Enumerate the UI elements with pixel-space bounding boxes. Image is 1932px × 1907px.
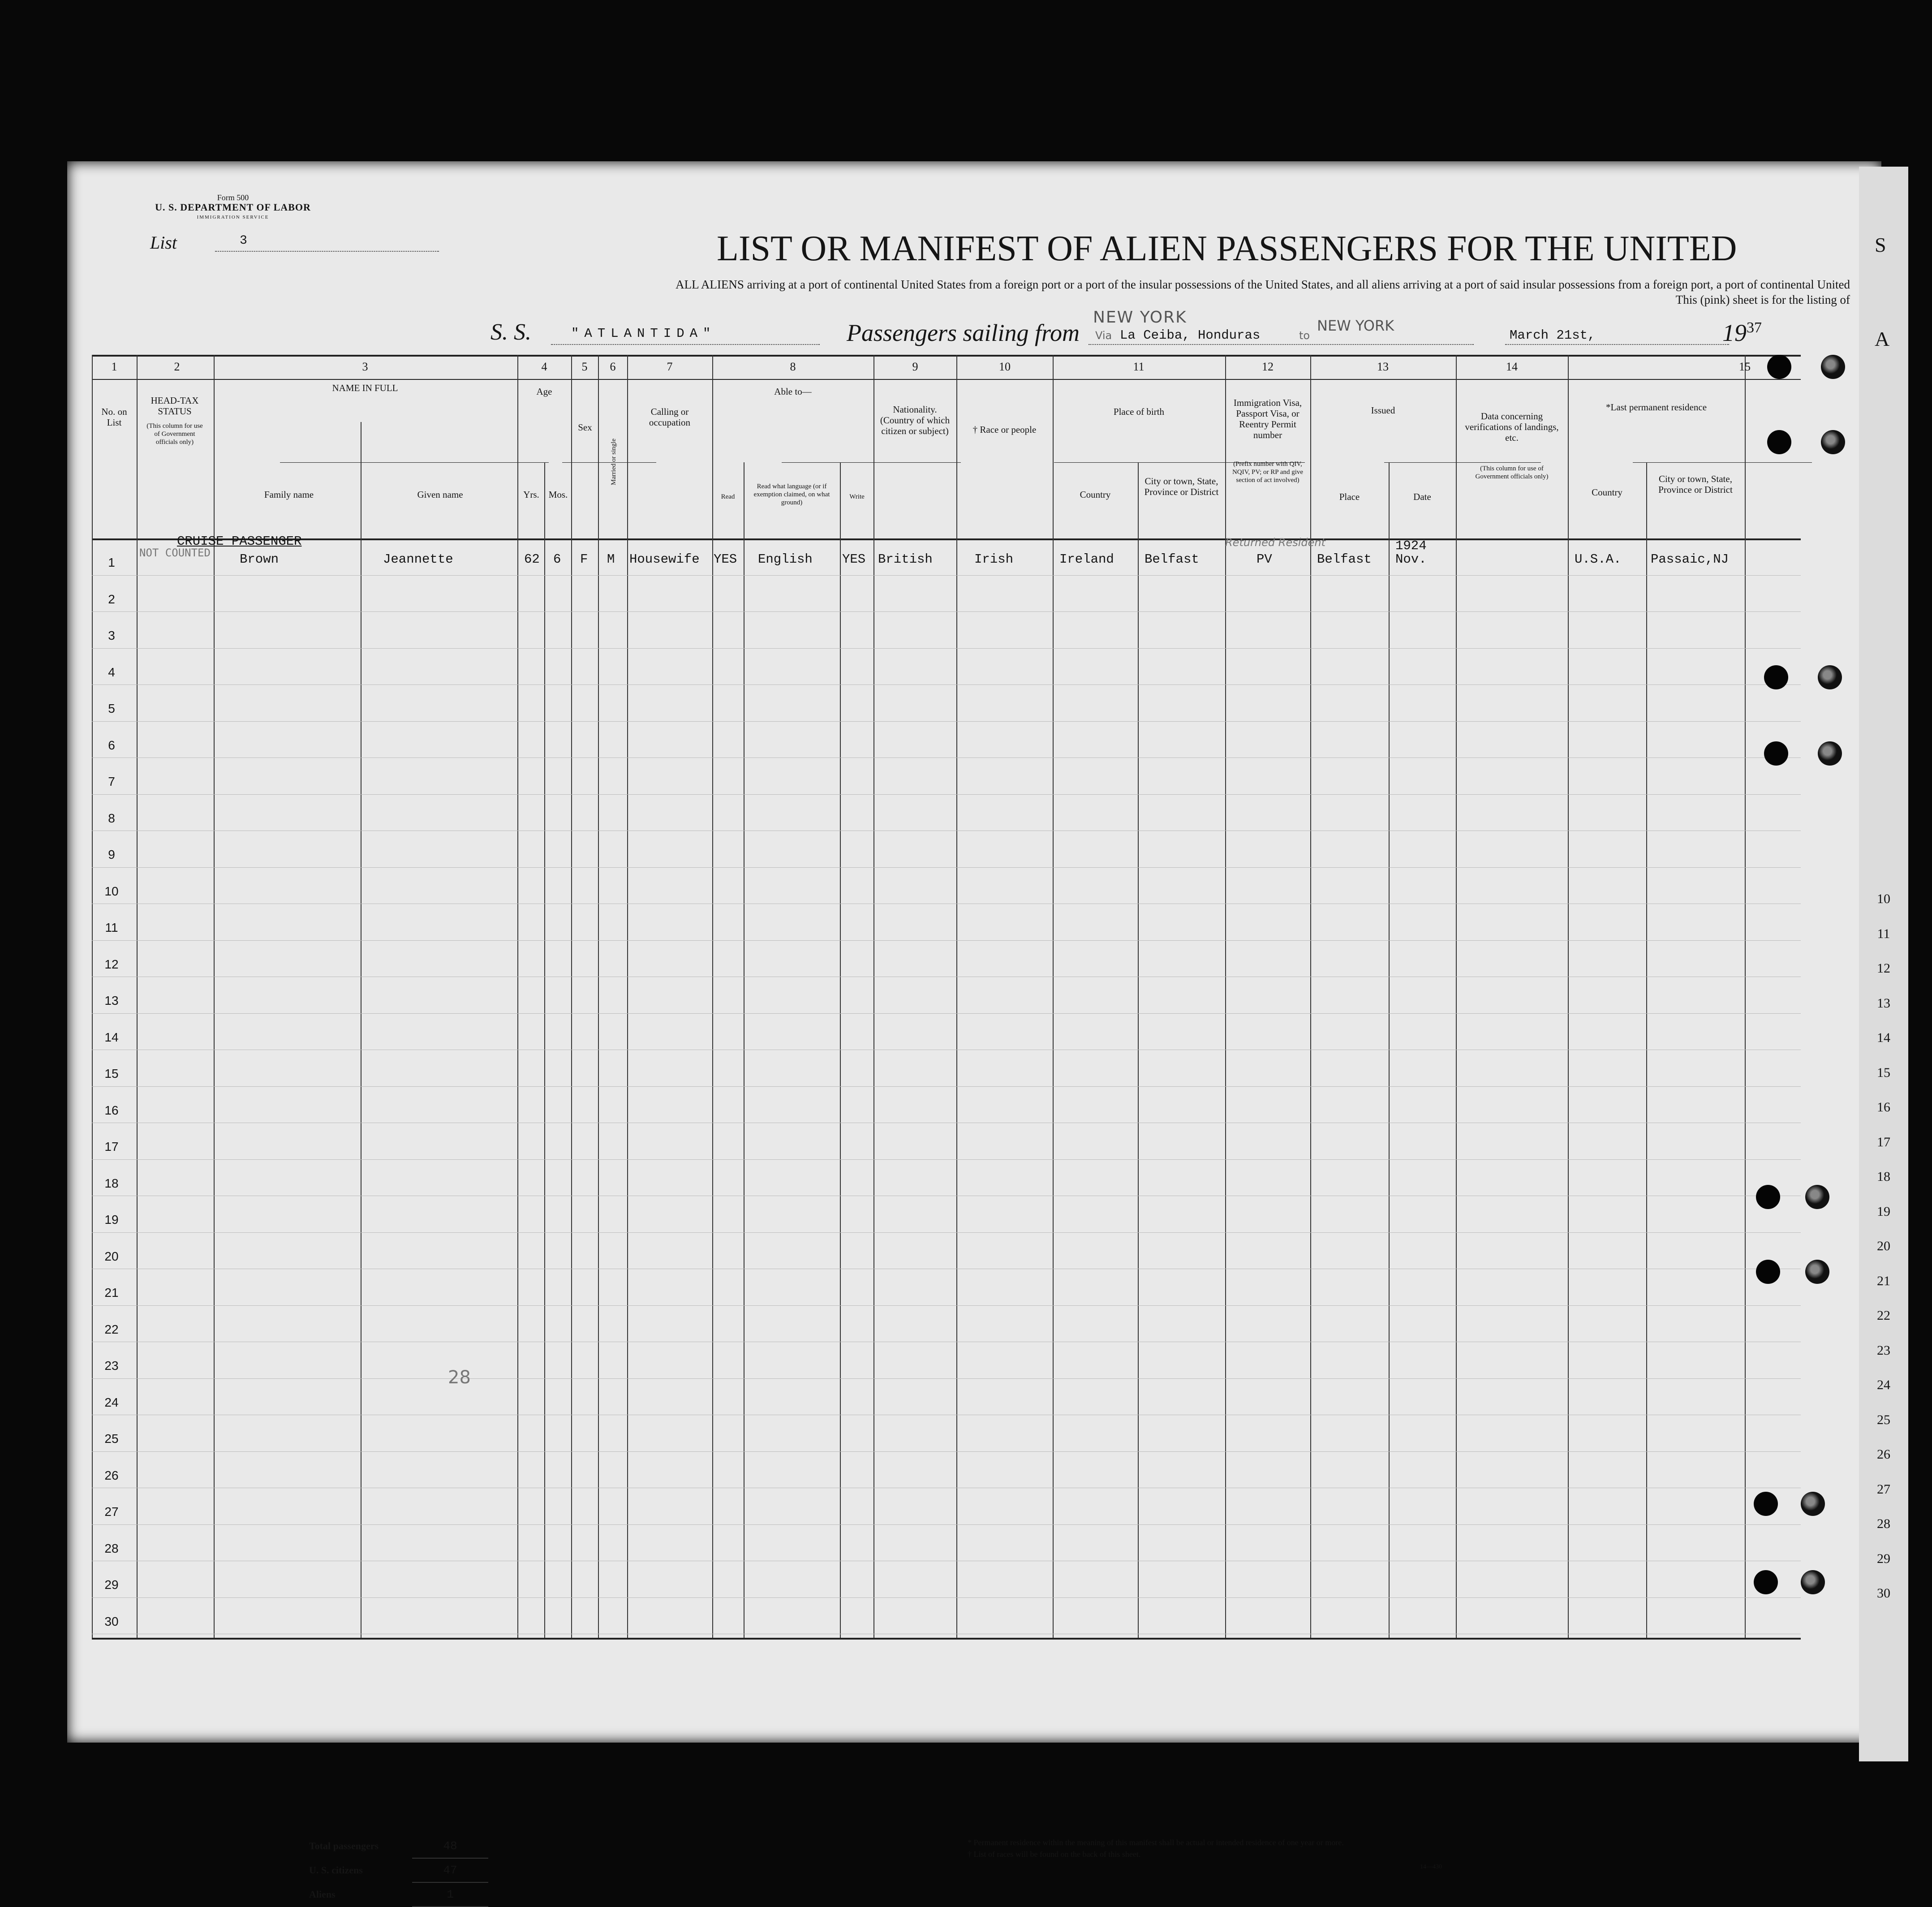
subtitle-line-2: This (pink) sheet is for the listing of <box>1675 293 1850 306</box>
footnotes <box>968 1837 1344 1860</box>
table-bottom-rule <box>92 1638 1801 1640</box>
adjacent-row-number: 12 <box>1877 961 1890 976</box>
departure-port: La Ceiba, Honduras <box>1120 328 1261 343</box>
adjacent-row-number: 22 <box>1877 1308 1890 1323</box>
row-number: 23 <box>104 1359 119 1373</box>
column-number: 5 <box>581 360 588 373</box>
ship-underline <box>551 344 820 345</box>
row-rule <box>92 1378 1801 1379</box>
name-subheader-rule <box>280 462 549 463</box>
header-mos: Mos. <box>548 489 568 500</box>
punch-hole <box>1805 1185 1829 1209</box>
header-no-on-list: No. on List <box>101 406 127 428</box>
row-rule <box>92 1159 1801 1160</box>
column-number-rule <box>92 379 1801 380</box>
punch-hole <box>1821 355 1845 379</box>
year-printed: 19 <box>1722 319 1747 346</box>
header-residence-country: Country <box>1592 487 1622 498</box>
col-line <box>956 355 957 1638</box>
punch-hole <box>1818 665 1842 689</box>
header-head-tax-note: (This column for use of Government officials only) <box>146 422 203 446</box>
col-line <box>1456 355 1457 1638</box>
us-citizens-row <box>309 1859 488 1883</box>
passenger-birth-country: Ireland <box>1059 552 1114 567</box>
header-calling: Calling or occupation <box>649 406 691 428</box>
header-issued: Issued <box>1371 405 1395 416</box>
header-bottom-rule <box>92 538 1801 540</box>
row-number: 13 <box>104 994 119 1007</box>
column-number: 7 <box>667 360 673 373</box>
date-underline <box>1505 344 1729 345</box>
header-given-name: Given name <box>417 489 463 500</box>
column-number: 4 <box>541 360 547 373</box>
row-number: 6 <box>108 738 115 752</box>
header-last-residence: *Last permanent residence <box>1605 402 1707 413</box>
passenger-issued-month: Nov. <box>1395 552 1427 567</box>
service-name: IMMIGRATION SERVICE <box>197 215 269 220</box>
row-number: 11 <box>105 921 118 934</box>
header-issued-date: Date <box>1413 491 1431 502</box>
able-subheader-rule <box>782 462 961 463</box>
port-underline <box>1089 344 1474 345</box>
punch-hole <box>1764 741 1788 766</box>
list-underline <box>215 251 439 252</box>
header-read-language: Read what language (or if exemption claimed, on what ground) <box>753 483 830 506</box>
passenger-residence-country: U.S.A. <box>1575 552 1622 567</box>
ss-label: S. S. <box>491 319 531 345</box>
col-line <box>712 355 713 1638</box>
row-number: 27 <box>104 1505 119 1519</box>
form-header <box>143 193 323 222</box>
ship-name: "ATLANTIDA" <box>571 326 716 341</box>
header-birth-city: City or town, State, Province or District <box>1144 476 1219 497</box>
row-rule <box>92 1086 1801 1087</box>
row-number: 15 <box>104 1067 119 1080</box>
row-number: 3 <box>108 628 115 642</box>
passenger-language: English <box>758 552 813 567</box>
list-label: List <box>150 232 177 253</box>
list-number: 3 <box>240 234 247 248</box>
adjacent-row-number: 30 <box>1877 1586 1890 1601</box>
passenger-family-name: Brown <box>240 552 279 567</box>
col-line <box>1646 462 1647 1638</box>
col-line <box>571 355 572 1638</box>
punch-hole <box>1756 1185 1780 1209</box>
passenger-race: Irish <box>974 552 1014 567</box>
passenger-issued-year: 1924 <box>1395 538 1427 553</box>
punch-hole <box>1754 1492 1778 1516</box>
passenger-married: M <box>607 552 615 567</box>
aliens-label: Aliens <box>309 1889 336 1900</box>
column-number: 10 <box>999 360 1011 373</box>
col-line <box>1053 355 1054 1638</box>
adjacent-row-number: 14 <box>1877 1030 1890 1045</box>
header-issued-place: Place <box>1339 491 1360 502</box>
header-data-note: (This column for use of Government officials only) <box>1475 465 1549 480</box>
adjacent-row-number: 15 <box>1877 1065 1890 1080</box>
manifest-title: LIST OR MANIFEST OF ALIEN PASSENGERS FOR THE UNITED <box>717 229 1737 268</box>
handwritten-via: Via <box>1095 329 1112 342</box>
col-line <box>544 462 545 1638</box>
manifest-table <box>92 355 1801 1638</box>
row-number: 5 <box>108 702 115 715</box>
header-birth-country: Country <box>1080 489 1111 500</box>
column-number: 9 <box>912 360 918 373</box>
column-number: 13 <box>1377 360 1389 373</box>
row-number: 29 <box>104 1578 119 1592</box>
adjacent-row-number: 13 <box>1877 995 1890 1011</box>
punch-hole <box>1754 1570 1778 1594</box>
header-place-of-birth: Place of birth <box>1113 406 1165 417</box>
adjacent-row-number: 29 <box>1877 1551 1890 1566</box>
col-line <box>627 355 628 1638</box>
row-rule <box>92 1597 1801 1598</box>
passenger-note: CRUISE PASSENGER <box>177 534 302 549</box>
header-family-name: Family name <box>264 489 314 500</box>
handwritten-number: 28 <box>448 1367 471 1388</box>
column-number: 2 <box>174 360 180 373</box>
issued-subheader-rule <box>1384 462 1541 463</box>
row-number: 10 <box>104 884 119 898</box>
punch-hole <box>1818 741 1842 766</box>
passenger-age-years: 62 <box>524 552 540 567</box>
us-citizens-label: U. S. citizens <box>309 1864 363 1876</box>
header-nationality: Nationality. (Country of which citizen or subject) <box>880 404 950 436</box>
total-passengers-label: Total passengers <box>309 1840 379 1851</box>
row-number: 28 <box>104 1541 119 1555</box>
row-number: 16 <box>104 1103 119 1117</box>
punch-hole <box>1764 665 1788 689</box>
row-rule <box>92 1451 1801 1452</box>
row-number: 21 <box>104 1286 119 1300</box>
column-number: 1 <box>111 360 117 373</box>
punch-hole <box>1801 1570 1825 1594</box>
row-rule <box>92 611 1801 612</box>
header-age: Age <box>536 386 552 397</box>
sailing-from-label: Passengers sailing from <box>847 319 1080 346</box>
punch-hole <box>1756 1260 1780 1284</box>
punch-hole <box>1767 430 1791 454</box>
year-handwritten: 37 <box>1747 319 1762 336</box>
row-number: 7 <box>108 775 115 788</box>
us-citizens-value: 47 <box>412 1859 488 1883</box>
header-data-concerning: Data concerning verifications of landings, etc. <box>1465 411 1559 443</box>
age-subheader-rule <box>562 462 656 463</box>
adjacent-row-number: 20 <box>1877 1239 1890 1253</box>
footnote-residence: * Permanent residence within the meaning of this manifest shall be actual or intended residence of one year or more. <box>968 1838 1344 1847</box>
manifest-subtitle <box>394 277 1850 307</box>
col-line <box>598 355 599 1638</box>
header-read: Read <box>721 493 735 500</box>
passenger-given-name: Jeannette <box>383 552 453 567</box>
column-number: 6 <box>610 360 616 373</box>
adjacent-row-number: 28 <box>1877 1516 1890 1531</box>
total-passengers-row <box>309 1834 488 1859</box>
form-number: Form 500 <box>217 193 249 202</box>
aliens-row <box>309 1883 488 1907</box>
column-number: 12 <box>1262 360 1274 373</box>
col-line <box>92 355 93 1638</box>
table-top-rule <box>92 355 1801 357</box>
row-number: 20 <box>104 1249 119 1263</box>
passenger-occupation: Housewife <box>629 552 700 567</box>
col-line <box>517 355 518 1638</box>
totals-block <box>309 1834 488 1907</box>
adjacent-row-number: 24 <box>1877 1378 1890 1392</box>
row-rule <box>92 575 1801 576</box>
adjacent-row-number: 26 <box>1877 1447 1890 1462</box>
row-number: 18 <box>104 1176 119 1190</box>
punch-hole <box>1801 1492 1825 1516</box>
header-able-to: Able to— <box>774 386 812 397</box>
total-passengers-value: 48 <box>412 1834 488 1859</box>
handwritten-new-york: NEW YORK <box>1093 308 1187 327</box>
row-number: 12 <box>104 957 119 971</box>
row-number: 4 <box>108 665 115 679</box>
header-write: Write <box>849 493 865 500</box>
row-number: 9 <box>108 848 115 861</box>
column-number: 8 <box>790 360 796 373</box>
col-line <box>840 462 841 1638</box>
adjacent-row-number: 18 <box>1877 1169 1890 1184</box>
passenger-write: YES <box>842 552 866 567</box>
header-visa: Immigration Visa, Passport Visa, or Reentry Permit number <box>1233 397 1302 440</box>
col-line <box>1138 462 1139 1638</box>
col-line <box>1745 355 1746 1638</box>
col-line <box>873 355 874 1638</box>
row-rule <box>92 684 1801 685</box>
header-race: † Race or people <box>972 424 1037 435</box>
passenger-birth-city: Belfast <box>1145 552 1199 567</box>
adjacent-row-number: 19 <box>1877 1204 1890 1219</box>
row-number: 17 <box>104 1140 119 1154</box>
side-letter: S <box>1875 233 1886 256</box>
row-rule <box>92 794 1801 795</box>
adjacent-row-number: 23 <box>1877 1343 1890 1358</box>
adjacent-row-number: 16 <box>1877 1100 1890 1115</box>
adjacent-row-number: 17 <box>1877 1134 1890 1149</box>
row-number: 14 <box>104 1030 119 1044</box>
residence-subheader-rule <box>1633 462 1812 463</box>
row-number: 1 <box>108 555 115 569</box>
passenger-issued-place: Belfast <box>1317 552 1372 567</box>
adjacent-row-number: 10 <box>1877 891 1890 906</box>
subtitle-line-1: ALL ALIENS arriving at a port of continental United States from a foreign port or a port of the insular possessions of the United States, and all aliens arriving at a port of said insular possessions from a foreign port, a port of continental United <box>676 278 1850 291</box>
header-visa-note: (Prefix number with QIV, NQIV, PV; or RP and give section of act involved) <box>1232 461 1304 484</box>
row-rule <box>92 940 1801 941</box>
department-name: U. S. DEPARTMENT OF LABOR <box>155 202 311 213</box>
column-number: 11 <box>1133 360 1145 373</box>
adjacent-row-number: 27 <box>1877 1481 1890 1497</box>
row-number: 22 <box>104 1322 119 1336</box>
row-rule <box>92 867 1801 868</box>
passenger-residence-city: Passaic,NJ <box>1651 552 1729 567</box>
row-number: 8 <box>108 811 115 825</box>
row-rule <box>92 648 1801 649</box>
manifest-sheet <box>67 161 1881 1901</box>
row-rule <box>92 1232 1801 1233</box>
column-number: 15 <box>1739 360 1751 373</box>
row-number: 25 <box>104 1432 119 1446</box>
adjacent-row-number: 11 <box>1877 926 1890 941</box>
header-name-in-full: NAME IN FULL <box>332 383 398 393</box>
handwritten-visa-note: Returned Resident <box>1225 536 1326 549</box>
col-line <box>137 355 138 1638</box>
adjacent-row-number: 21 <box>1877 1273 1890 1288</box>
punch-hole <box>1805 1260 1829 1284</box>
header-yrs: Yrs. <box>523 489 539 500</box>
row-number: 26 <box>104 1468 119 1482</box>
adjacent-row-number: 25 <box>1877 1412 1890 1427</box>
passenger-visa: PV <box>1256 552 1272 567</box>
row-number: 30 <box>104 1614 119 1628</box>
row-number: 19 <box>104 1213 119 1227</box>
passenger-age-months: 6 <box>553 552 561 567</box>
punch-hole <box>1821 430 1845 454</box>
head-tax-stamp: NOT COUNTED <box>139 547 211 559</box>
column-number: 14 <box>1506 360 1518 373</box>
row-number: 24 <box>104 1395 119 1409</box>
passenger-sex: F <box>580 552 588 567</box>
sailing-year <box>1722 319 1762 347</box>
sailing-date: March 21st, <box>1510 328 1596 343</box>
passenger-nationality: British <box>878 552 933 567</box>
header-sex: Sex <box>578 422 592 433</box>
footnote-races: † List of races will be found on the back of this sheet. <box>968 1850 1141 1859</box>
header-residence-city: City or town, State, Province or District <box>1658 474 1733 495</box>
handwritten-new-york-destination: NEW YORK <box>1317 317 1394 334</box>
side-letter: A <box>1875 327 1890 350</box>
passenger-read: YES <box>714 552 737 567</box>
header-married: Married or single <box>610 438 617 486</box>
col-line <box>1389 462 1390 1638</box>
row-rule <box>92 1013 1801 1014</box>
row-number: 2 <box>108 592 115 606</box>
column-number: 3 <box>362 360 368 373</box>
aliens-value: 1 <box>412 1883 488 1907</box>
punch-hole <box>1767 355 1791 379</box>
header-head-tax: HEAD-TAX STATUS <box>151 395 199 417</box>
row-rule <box>92 1305 1801 1306</box>
form-code: 14—430 <box>1420 1864 1442 1870</box>
row-rule <box>92 721 1801 722</box>
handwritten-to: to <box>1299 329 1310 342</box>
col-line <box>1568 355 1569 1638</box>
row-rule <box>92 1524 1801 1525</box>
